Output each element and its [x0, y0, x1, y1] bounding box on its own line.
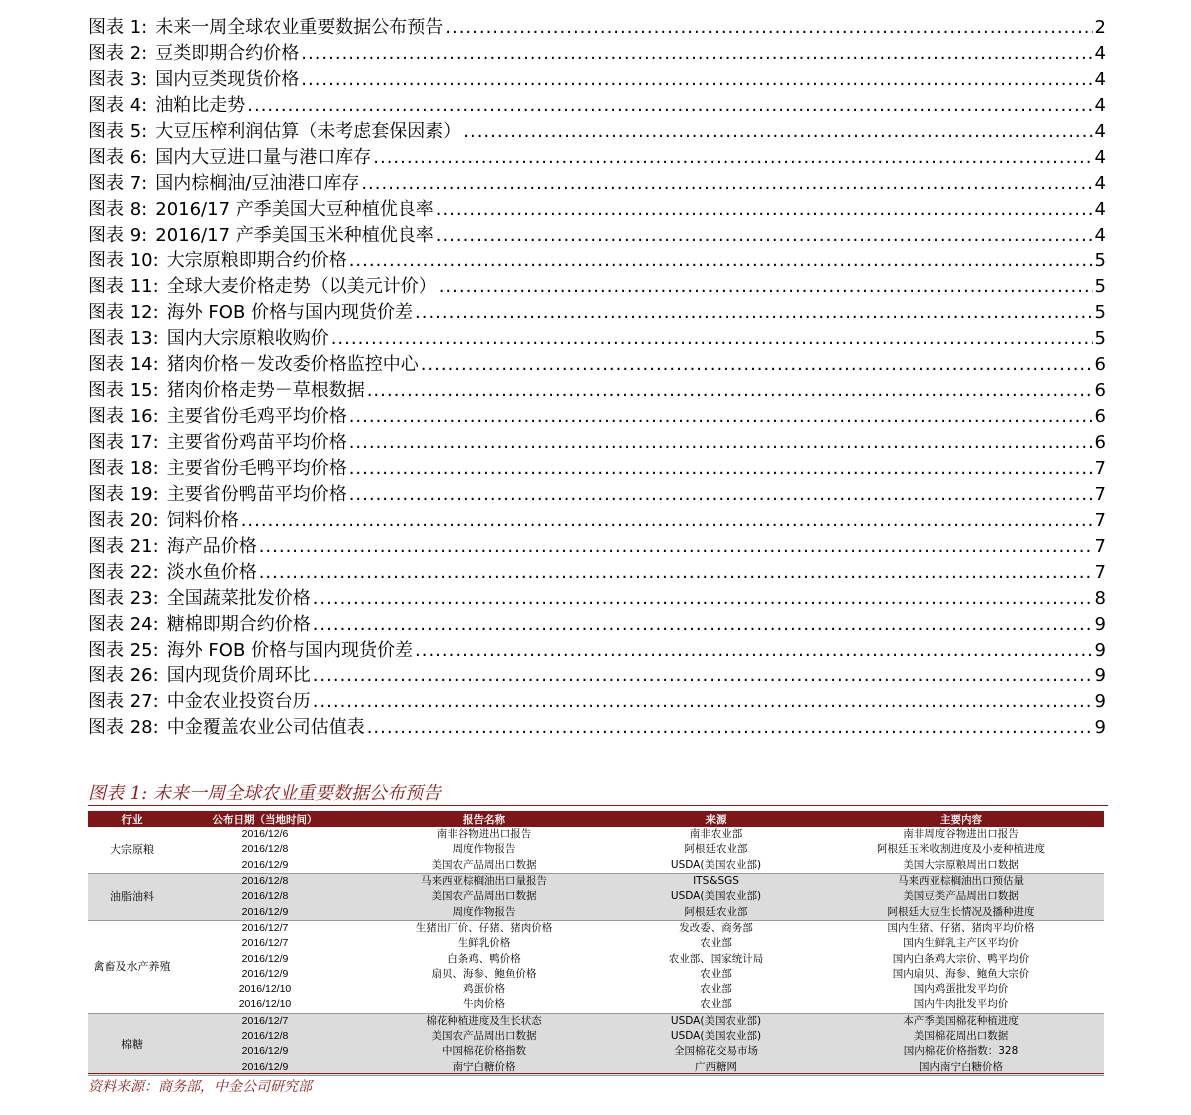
content-cell: 马来西亚棕榈油出口预估量: [818, 873, 1104, 889]
toc-entry-page: 9: [1094, 691, 1106, 713]
toc-entry-number: 图表 8:: [88, 198, 148, 220]
header-content: 主要内容: [818, 811, 1104, 827]
toc-entry-page: 7: [1094, 561, 1106, 583]
toc-leader-dots: [259, 534, 1093, 560]
header-date: 公布日期（当地时间）: [176, 811, 354, 827]
toc-entry-page: 7: [1094, 535, 1106, 557]
content-cell: 美国大宗原粮周出口数据: [818, 858, 1104, 874]
toc-entry-title: 全球大麦价格走势（以美元计价）: [166, 276, 437, 298]
toc-entry-page: 9: [1094, 639, 1106, 661]
toc-leader-dots: [247, 93, 1092, 119]
toc-entry-title: 淡水鱼价格: [166, 561, 257, 583]
toc-entry[interactable]: [88, 93, 1106, 119]
toc-entry-page: 5: [1094, 250, 1106, 272]
toc-entry[interactable]: [88, 223, 1106, 249]
content-cell: 阿根廷玉米收割进度及小麦种植进度: [818, 842, 1104, 857]
toc-entry-page: 9: [1094, 665, 1106, 687]
report-cell: 美国农产品周出口数据: [354, 858, 614, 874]
table-group: [88, 920, 1104, 1013]
table-row: [88, 1013, 1104, 1029]
content-cell: 国内棉花价格指数：328: [818, 1044, 1104, 1059]
toc-entry-page: 4: [1094, 146, 1106, 168]
report-cell: 南宁白糖价格: [354, 1059, 614, 1075]
toc-entry-title: 豆类即期合约价格: [155, 42, 300, 64]
report-cell: 美国农产品周出口数据: [354, 1029, 614, 1044]
date-cell: 2016/12/8: [176, 842, 354, 857]
table-group: [88, 873, 1104, 920]
data-table: [88, 811, 1104, 1076]
date-cell: 2016/12/7: [176, 936, 354, 951]
toc-entry[interactable]: [88, 508, 1106, 534]
source-cell: 农业部: [614, 997, 818, 1013]
table-row: [88, 920, 1104, 936]
source-cell: 农业部、国家统计局: [614, 951, 818, 966]
table-group: [88, 827, 1104, 873]
toc-entry-page: 4: [1094, 172, 1106, 194]
toc-entry-number: 图表 28:: [88, 717, 159, 739]
toc-entry-page: 7: [1094, 509, 1106, 531]
toc-entry-title: 主要省份毛鸡平均价格: [166, 406, 347, 428]
toc-entry-page: 6: [1094, 432, 1106, 453]
date-cell: 2016/12/8: [176, 873, 354, 889]
toc-leader-dots: [331, 326, 1093, 352]
source-cell: 农业部: [614, 982, 818, 997]
header-source: 来源: [614, 811, 818, 827]
toc-entry-page: 5: [1094, 302, 1106, 324]
toc-leader-dots: [373, 145, 1092, 171]
toc-entry-title: 猪肉价格－发改委价格监控中心: [166, 354, 419, 376]
toc-entry-number: 图表 12:: [88, 302, 159, 324]
date-cell: 2016/12/9: [176, 951, 354, 966]
toc-entry[interactable]: [88, 145, 1106, 171]
toc-entry[interactable]: [88, 586, 1106, 612]
toc-entry[interactable]: [88, 197, 1106, 223]
toc-leader-dots: [415, 300, 1093, 326]
table-row: [88, 889, 1104, 904]
toc-entry[interactable]: [88, 67, 1106, 93]
source-cell: USDA(美国农业部): [614, 858, 818, 874]
toc-entry-number: 图表 23:: [88, 587, 159, 609]
toc-entry-page: 4: [1094, 120, 1106, 142]
toc-leader-dots: [259, 560, 1093, 586]
toc-leader-dots: [367, 715, 1093, 741]
toc-leader-dots: [313, 663, 1093, 689]
source-cell: 南非农业部: [614, 827, 818, 842]
report-cell: 棉花种植进度及生长状态: [354, 1013, 614, 1029]
report-cell: 美国农产品周出口数据: [354, 889, 614, 904]
toc-entry-number: 图表 24:: [88, 613, 159, 635]
content-cell: 国内南宁白糖价格: [818, 1059, 1104, 1075]
toc-entry[interactable]: [88, 689, 1106, 715]
toc-entry-number: 图表 4:: [88, 94, 148, 116]
content-cell: 南非周度谷物进出口报告: [818, 827, 1104, 842]
toc-entry-title: 2016/17 产季美国大豆种植优良率: [155, 198, 434, 220]
report-cell: 扇贝、海参、鲍鱼价格: [354, 967, 614, 982]
toc-entry-page: 9: [1094, 717, 1106, 739]
toc-entry[interactable]: [88, 534, 1106, 560]
toc-entry[interactable]: [88, 15, 1106, 41]
toc-leader-dots: [436, 223, 1093, 249]
toc-entry-number: 图表 25:: [88, 639, 159, 661]
table-row: [88, 997, 1104, 1013]
toc-entry-number: 图表 19:: [88, 483, 159, 505]
toc-entry[interactable]: [88, 404, 1106, 430]
toc-entry-page: 4: [1094, 224, 1106, 246]
toc-entry-number: 图表 22:: [88, 561, 159, 583]
source-cell: USDA(美国农业部): [614, 889, 818, 904]
table-of-contents: [88, 15, 1106, 741]
toc-leader-dots: [313, 586, 1093, 612]
toc-entry-page: 4: [1094, 94, 1106, 116]
toc-leader-dots: [349, 248, 1093, 274]
toc-entry[interactable]: [88, 378, 1106, 404]
toc-entry-title: 2016/17 产季美国玉米种植优良率: [155, 224, 434, 246]
toc-entry-number: 图表 18:: [88, 457, 159, 479]
toc-entry-title: 国内大宗原粮收购价: [166, 328, 329, 350]
industry-cell: 油脂油料: [88, 873, 176, 920]
toc-leader-dots: [349, 482, 1093, 508]
toc-entry-title: 中金农业投资台历: [166, 691, 311, 713]
toc-entry-title: 国内豆类现货价格: [155, 68, 300, 90]
toc-leader-dots: [445, 15, 1092, 41]
toc-entry-number: 图表 26:: [88, 665, 159, 687]
toc-entry-title: 海产品价格: [166, 535, 257, 557]
toc-entry[interactable]: [88, 715, 1106, 741]
source-rule: [88, 1073, 1104, 1074]
report-cell: 中国棉花价格指数: [354, 1044, 614, 1059]
toc-entry-number: 图表 14:: [88, 354, 159, 376]
toc-entry-title: 国内现货价周环比: [166, 665, 311, 687]
date-cell: 2016/12/9: [176, 1044, 354, 1059]
date-cell: 2016/12/8: [176, 889, 354, 904]
source-cell: 农业部: [614, 967, 818, 982]
table-row: [88, 827, 1104, 842]
toc-entry[interactable]: [88, 326, 1106, 352]
toc-entry-number: 图表 13:: [88, 328, 159, 350]
content-cell: 国内扇贝、海参、鲍鱼大宗价: [818, 967, 1104, 982]
source-cell: 发改委、商务部: [614, 920, 818, 936]
toc-entry-page: 9: [1094, 613, 1106, 635]
content-cell: 国内牛肉批发平均价: [818, 997, 1104, 1013]
table-row: [88, 1029, 1104, 1044]
toc-entry-number: 图表 17:: [88, 432, 159, 453]
toc-entry[interactable]: [88, 663, 1106, 689]
toc-entry-page: 8: [1094, 587, 1106, 609]
toc-leader-dots: [415, 638, 1093, 664]
header-report: 报告名称: [354, 811, 614, 827]
toc-entry[interactable]: [88, 352, 1106, 378]
toc-leader-dots: [301, 41, 1092, 67]
toc-entry-page: 4: [1094, 68, 1106, 90]
table-row: [88, 904, 1104, 920]
date-cell: 2016/12/10: [176, 997, 354, 1013]
toc-entry[interactable]: [88, 119, 1106, 145]
toc-entry-title: 主要省份鸭苗平均价格: [166, 483, 347, 505]
table-row: [88, 842, 1104, 857]
content-cell: 国内白条鸡大宗价、鸭平均价: [818, 951, 1104, 966]
table-group: [88, 1013, 1104, 1075]
figure-caption: 图表 1: 未来一周全球农业重要数据公布预告: [88, 783, 441, 804]
toc-entry-page: 6: [1094, 380, 1106, 402]
toc-entry[interactable]: [88, 638, 1106, 664]
toc-entry-number: 图表 1:: [88, 17, 148, 38]
toc-leader-dots: [313, 689, 1093, 715]
date-cell: 2016/12/7: [176, 1013, 354, 1029]
report-cell: 生鲜乳价格: [354, 936, 614, 951]
toc-entry-title: 饲料价格: [166, 509, 239, 531]
toc-entry-number: 图表 10:: [88, 250, 159, 272]
toc-entry-page: 7: [1094, 483, 1106, 505]
toc-entry-title: 油粕比走势: [155, 94, 246, 116]
toc-entry[interactable]: [88, 171, 1106, 197]
toc-entry[interactable]: [88, 612, 1106, 638]
content-cell: 国内生猪、仔猪、猪肉平均价格: [818, 920, 1104, 936]
toc-entry-title: 猪肉价格走势－草根数据: [166, 380, 365, 402]
source-cell: USDA(美国农业部): [614, 1013, 818, 1029]
date-cell: 2016/12/8: [176, 1029, 354, 1044]
toc-entry-number: 图表 16:: [88, 406, 159, 428]
toc-entry-page: 7: [1094, 457, 1106, 479]
toc-entry[interactable]: [88, 482, 1106, 508]
toc-entry-number: 图表 3:: [88, 68, 148, 90]
toc-leader-dots: [367, 378, 1093, 404]
toc-leader-dots: [313, 612, 1093, 638]
content-cell: 美国豆类产品周出口数据: [818, 889, 1104, 904]
toc-entry-number: 图表 7:: [88, 172, 148, 194]
source-cell: ITS&SGS: [614, 873, 818, 889]
toc-entry-title: 国内棕榈油/豆油港口库存: [155, 172, 360, 194]
source-note: 资料来源：商务部，中金公司研究部: [88, 1079, 312, 1095]
table-row: [88, 858, 1104, 874]
toc-leader-dots: [349, 430, 1093, 456]
toc-entry[interactable]: [88, 456, 1106, 482]
toc-entry-number: 图表 5:: [88, 120, 148, 142]
toc-entry-title: 中金覆盖农业公司估值表: [166, 717, 365, 739]
toc-leader-dots: [463, 119, 1092, 145]
toc-entry-page: 5: [1094, 276, 1106, 298]
toc-entry[interactable]: [88, 560, 1106, 586]
table-row: [88, 936, 1104, 951]
toc-leader-dots: [421, 352, 1093, 378]
toc-entry-page: 6: [1094, 406, 1106, 428]
report-cell: 牛肉价格: [354, 997, 614, 1013]
content-cell: 国内鸡蛋批发平均价: [818, 982, 1104, 997]
table-row: [88, 967, 1104, 982]
report-cell: 鸡蛋价格: [354, 982, 614, 997]
industry-cell: 棉糖: [88, 1013, 176, 1075]
date-cell: 2016/12/7: [176, 920, 354, 936]
toc-entry-number: 图表 20:: [88, 509, 159, 531]
date-cell: 2016/12/6: [176, 827, 354, 842]
content-cell: 本产季美国棉花种植进度: [818, 1013, 1104, 1029]
toc-entry-number: 图表 2:: [88, 42, 148, 64]
report-cell: 周度作物报告: [354, 904, 614, 920]
table-header-row: [88, 811, 1104, 827]
toc-entry-page: 6: [1094, 354, 1106, 376]
toc-leader-dots: [301, 67, 1092, 93]
industry-cell: 大宗原粮: [88, 827, 176, 873]
toc-leader-dots: [349, 456, 1093, 482]
toc-entry-number: 图表 6:: [88, 146, 148, 168]
toc-entry[interactable]: [88, 300, 1106, 326]
toc-entry-number: 图表 9:: [88, 224, 148, 246]
content-cell: 阿根廷大豆生长情况及播种进度: [818, 904, 1104, 920]
toc-leader-dots: [439, 274, 1093, 300]
toc-entry[interactable]: [88, 430, 1106, 456]
toc-entry[interactable]: [88, 248, 1106, 274]
report-cell: 南非谷物进出口报告: [354, 827, 614, 842]
report-cell: 周度作物报告: [354, 842, 614, 857]
toc-entry-title: 全国蔬菜批发价格: [166, 587, 311, 609]
source-cell: 农业部: [614, 936, 818, 951]
report-cell: 马来西亚棕榈油出口量报告: [354, 873, 614, 889]
caption-rule: [88, 805, 1108, 806]
toc-entry-title: 主要省份毛鸭平均价格: [166, 457, 347, 479]
toc-entry-title: 主要省份鸡苗平均价格: [166, 432, 347, 453]
toc-entry-title: 海外 FOB 价格与国内现货价差: [166, 639, 414, 661]
toc-entry-title: 海外 FOB 价格与国内现货价差: [166, 302, 414, 324]
toc-entry-page: 5: [1094, 328, 1106, 350]
toc-entry-title: 国内大豆进口量与港口库存: [155, 146, 372, 168]
header-industry: 行业: [88, 811, 176, 827]
toc-entry-title: 大豆压榨利润估算（未考虑套保因素）: [155, 120, 462, 142]
toc-leader-dots: [241, 508, 1093, 534]
toc-entry-title: 糖棉即期合约价格: [166, 613, 311, 635]
source-cell: 全国棉花交易市场: [614, 1044, 818, 1059]
toc-leader-dots: [349, 404, 1093, 430]
report-cell: 生猪出厂价、仔猪、猪肉价格: [354, 920, 614, 936]
content-cell: 国内生鲜乳主产区平均价: [818, 936, 1104, 951]
source-cell: 广西糖网: [614, 1059, 818, 1075]
toc-entry-number: 图表 11:: [88, 276, 159, 298]
table-row: [88, 1044, 1104, 1059]
table-row: [88, 873, 1104, 889]
table-row: [88, 982, 1104, 997]
content-cell: 美国棉花周出口数据: [818, 1029, 1104, 1044]
toc-entry-page: 4: [1094, 198, 1106, 220]
toc-entry-number: 图表 15:: [88, 380, 159, 402]
toc-entry[interactable]: [88, 274, 1106, 300]
toc-entry-title: 大宗原粮即期合约价格: [166, 250, 347, 272]
source-cell: 阿根廷农业部: [614, 842, 818, 857]
toc-entry-number: 图表 21:: [88, 535, 159, 557]
report-cell: 白条鸡、鸭价格: [354, 951, 614, 966]
date-cell: 2016/12/9: [176, 1059, 354, 1075]
toc-entry[interactable]: [88, 41, 1106, 67]
date-cell: 2016/12/10: [176, 982, 354, 997]
toc-leader-dots: [361, 171, 1092, 197]
date-cell: 2016/12/9: [176, 858, 354, 874]
date-cell: 2016/12/9: [176, 904, 354, 920]
industry-cell: 禽畜及水产养殖: [88, 920, 176, 1013]
toc-entry-page: 4: [1094, 42, 1106, 64]
source-cell: 阿根廷农业部: [614, 904, 818, 920]
source-cell: USDA(美国农业部): [614, 1029, 818, 1044]
toc-entry-number: 图表 27:: [88, 691, 159, 713]
toc-entry-page: 2: [1094, 17, 1106, 38]
table-row: [88, 951, 1104, 966]
toc-leader-dots: [436, 197, 1093, 223]
toc-entry-title: 未来一周全球农业重要数据公布预告: [155, 17, 444, 38]
date-cell: 2016/12/9: [176, 967, 354, 982]
